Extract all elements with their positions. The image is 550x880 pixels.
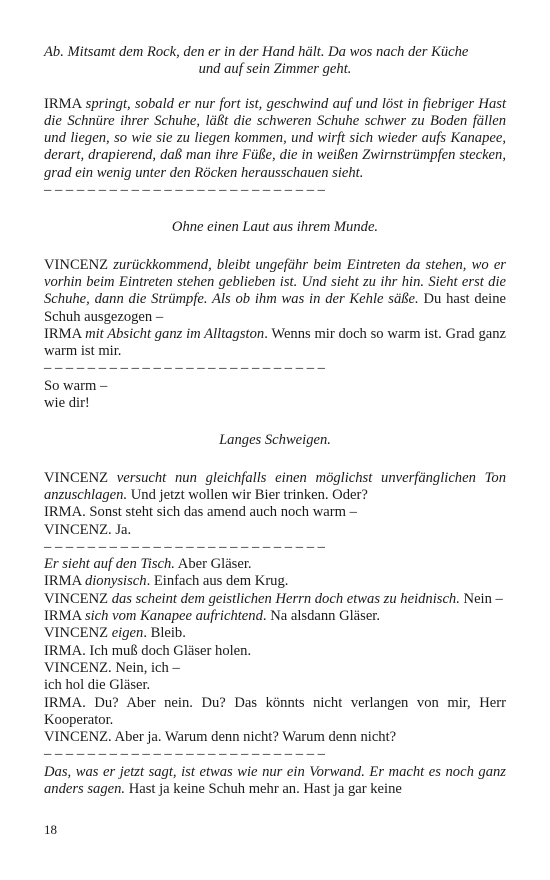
text-paragraph bbox=[44, 556, 506, 573]
roman-text: VINCENZ bbox=[44, 625, 112, 642]
text-paragraph bbox=[44, 608, 506, 625]
spacer bbox=[44, 199, 506, 219]
text-paragraph bbox=[44, 695, 506, 730]
roman-text: Du hast deine Schuh ausgezogen – bbox=[44, 291, 506, 325]
text-paragraph bbox=[44, 643, 506, 660]
roman-text: Hast ja keine Schuh mehr an. Hast ja gar keine bbox=[125, 780, 402, 797]
italic-text: zurückkommend, bleibt ungefähr beim Eintreten da stehen, wo er vorhin beim Eintreten stehen geblieben ist. Und sieht zu ihr hin. Sieht erst die Schuhe, dann die Strümpfe. Als ob ihm was in der Kehle säße. bbox=[44, 256, 506, 308]
italic-text: Ohne einen Laut aus ihrem Munde. bbox=[171, 219, 379, 236]
roman-text: . Einfach aus dem Krug. bbox=[146, 573, 289, 590]
dash-separator: – – – – – – – – – – – – – – – – – – – – – – – – – – bbox=[44, 182, 325, 199]
spacer bbox=[44, 450, 506, 470]
text-paragraph bbox=[44, 44, 506, 61]
text-paragraph bbox=[44, 504, 506, 521]
roman-text: IRMA bbox=[44, 325, 86, 342]
roman-text: VINCENZ bbox=[44, 469, 117, 486]
text-paragraph bbox=[44, 96, 506, 182]
roman-text: IRMA bbox=[44, 573, 85, 590]
text-paragraph bbox=[44, 378, 506, 395]
text-paragraph bbox=[44, 591, 506, 608]
roman-text: VINCENZ. Aber ja. Warum denn nicht? Warum denn nicht? bbox=[44, 729, 397, 746]
italic-text: versucht nun gleichfalls einen möglichst unverfänglichen Ton anzuschlagen. bbox=[44, 469, 506, 503]
text-paragraph bbox=[44, 660, 506, 677]
stage-direction bbox=[44, 219, 506, 236]
text-paragraph bbox=[44, 764, 506, 799]
italic-text: und auf sein Zimmer geht. bbox=[198, 61, 352, 78]
italic-text: Langes Schweigen. bbox=[219, 432, 331, 449]
roman-text: VINCENZ bbox=[44, 256, 114, 273]
roman-text: IRMA. Sonst steht sich das amend auch noch warm – bbox=[44, 504, 357, 521]
text-paragraph bbox=[44, 470, 506, 505]
text-paragraph bbox=[44, 677, 506, 694]
page-text bbox=[44, 44, 506, 798]
text-paragraph bbox=[44, 326, 506, 361]
roman-text: VINCENZ bbox=[44, 590, 112, 607]
roman-text: IRMA. Du? Aber nein. Du? Das könnts nicht verlangen von mir, Herr Kooperator. bbox=[44, 694, 506, 728]
roman-text: . Na alsdann Gläser. bbox=[262, 608, 381, 625]
italic-text: Er sieht auf den Tisch. bbox=[44, 556, 175, 573]
dash-separator: – – – – – – – – – – – – – – – – – – – – – – – – – – bbox=[44, 360, 325, 377]
roman-text: Und jetzt wollen wir Bier trinken. Oder? bbox=[127, 486, 368, 503]
roman-text: ich hol die Gläser. bbox=[44, 677, 151, 694]
text-paragraph bbox=[44, 625, 506, 642]
roman-text: VINCENZ. Nein, ich – bbox=[44, 659, 180, 676]
roman-text: VINCENZ. Ja. bbox=[44, 521, 132, 538]
italic-text: mit Absicht ganz im Alltagston bbox=[85, 325, 265, 342]
stage-direction bbox=[44, 432, 506, 449]
italic-text: dionysisch bbox=[84, 573, 147, 590]
stage-direction bbox=[44, 61, 506, 78]
roman-text: Aber Gläser. bbox=[174, 556, 252, 573]
roman-text: IRMA bbox=[44, 608, 85, 625]
text-paragraph bbox=[44, 522, 506, 539]
italic-text: Das, was er jetzt sagt, ist etwas wie nur ein Vorwand. Er macht es noch ganz anders sagen. bbox=[44, 763, 506, 797]
dash-separator: – – – – – – – – – – – – – – – – – – – – – – – – – – bbox=[44, 538, 325, 555]
text-paragraph bbox=[44, 573, 506, 590]
roman-text: . Bleib. bbox=[143, 625, 186, 642]
italic-text: sich vom Kanapee aufrichtend bbox=[84, 608, 263, 625]
dash-separator: – – – – – – – – – – – – – – – – – – – – – – – – – – bbox=[44, 746, 325, 763]
spacer bbox=[44, 79, 506, 96]
roman-text: IRMA bbox=[44, 95, 86, 112]
spacer bbox=[44, 412, 506, 432]
spacer bbox=[44, 237, 506, 257]
text-paragraph bbox=[44, 257, 506, 326]
roman-text: . Wenns mir doch so warm ist. Grad ganz warm ist mir. bbox=[44, 325, 507, 360]
roman-text: wie dir! bbox=[44, 395, 90, 412]
italic-text: Ab. Mitsamt dem Rock, den er in der Hand hält. Da wos nach der Küche bbox=[44, 44, 469, 60]
text-paragraph bbox=[44, 395, 506, 412]
italic-text: springt, sobald er nur fort ist, geschwind auf und löst in fiebriger Hast die Schnüre ihrer Schuhe, läßt die schweren Schuhe schwer zu Boden fällen und liegen, so wie sie zu liegen kommen, und wirft sich wieder aufs Kanapee, derart, drapierend, daß man ihre Füße, die in weißen Zwirnstrümpfen stecken, grad ein wenig unter den Röcken herausschauen sieht. bbox=[44, 95, 506, 181]
page-number: 18 bbox=[44, 822, 57, 837]
roman-text: So warm – bbox=[44, 377, 108, 394]
italic-text: eigen bbox=[111, 625, 144, 642]
roman-text: IRMA. Ich muß doch Gläser holen. bbox=[44, 642, 252, 659]
text-paragraph bbox=[44, 729, 506, 746]
italic-text: das scheint dem geistlichen Herrn doch etwas zu heidnisch. bbox=[111, 590, 460, 607]
roman-text: Nein – bbox=[459, 590, 503, 607]
